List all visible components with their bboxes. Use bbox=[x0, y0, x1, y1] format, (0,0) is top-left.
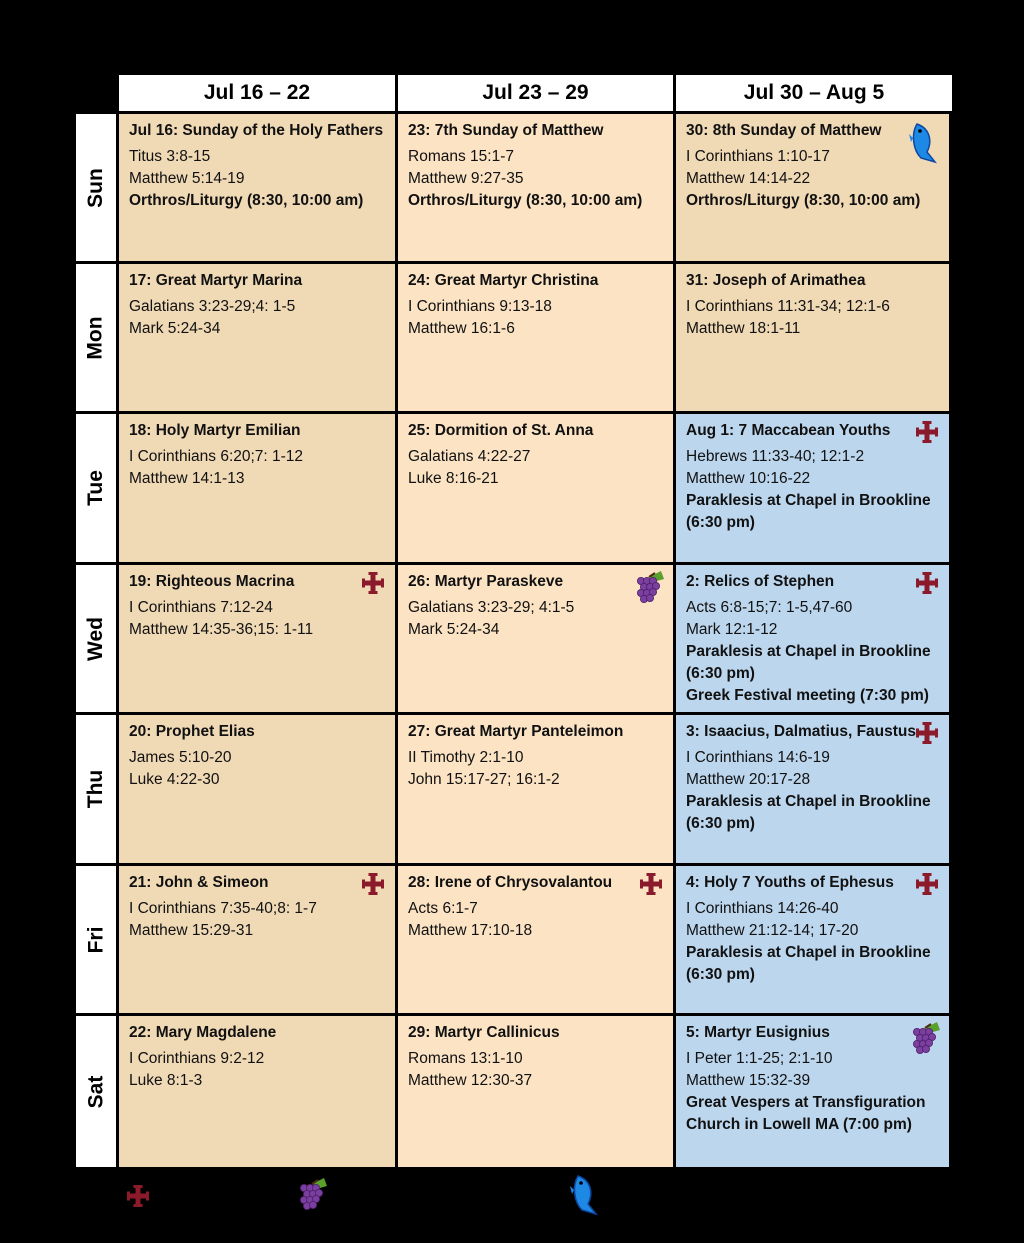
day-cell bbox=[398, 114, 673, 261]
day-cell bbox=[676, 715, 949, 863]
day-cell bbox=[119, 1016, 395, 1167]
day-cell bbox=[676, 414, 949, 562]
legend-cross-icon bbox=[126, 1184, 150, 1208]
service-event: (6:30 pm) bbox=[686, 514, 755, 531]
scripture-reading: I Peter 1:1-25; 2:1-10 bbox=[686, 1050, 833, 1067]
feast-title: 4: Holy 7 Youths of Ephesus bbox=[686, 874, 894, 891]
legend bbox=[0, 1172, 1024, 1232]
service-event: Great Vespers at Transfiguration bbox=[686, 1094, 926, 1111]
scripture-reading: I Corinthians 1:10-17 bbox=[686, 148, 830, 165]
day-cell bbox=[119, 715, 395, 863]
scripture-reading: Acts 6:8-15;7: 1-5,47-60 bbox=[686, 599, 853, 616]
day-cell bbox=[676, 264, 949, 411]
feast-title: 3: Isaacius, Dalmatius, Faustus bbox=[686, 723, 917, 740]
row-label-sat: Sat bbox=[76, 1016, 116, 1167]
cross-icon bbox=[361, 872, 385, 896]
scripture-reading: Galatians 3:23-29;4: 1-5 bbox=[129, 298, 296, 315]
cross-icon bbox=[361, 571, 385, 595]
service-event: (6:30 pm) bbox=[686, 815, 755, 832]
scripture-reading: Mark 5:24-34 bbox=[408, 621, 500, 638]
scripture-reading: Mark 12:1-12 bbox=[686, 621, 778, 638]
feast-title: 29: Martyr Callinicus bbox=[408, 1024, 560, 1041]
scripture-reading: Mark 5:24-34 bbox=[129, 320, 221, 337]
day-cell bbox=[119, 866, 395, 1013]
day-cell bbox=[676, 866, 949, 1013]
day-cell bbox=[676, 1016, 949, 1167]
scripture-reading: Luke 4:22-30 bbox=[129, 771, 220, 788]
column-header-week-2: Jul 23 – 29 bbox=[398, 75, 673, 111]
scripture-reading: I Corinthians 6:20;7: 1-12 bbox=[129, 448, 304, 465]
service-event: Paraklesis at Chapel in Brookline bbox=[686, 643, 931, 660]
cross-icon bbox=[915, 420, 939, 444]
feast-title: 21: John & Simeon bbox=[129, 874, 269, 891]
day-cell bbox=[119, 565, 395, 712]
legend-grapes-icon bbox=[296, 1176, 330, 1212]
scripture-reading: Matthew 21:12-14; 17-20 bbox=[686, 922, 859, 939]
scripture-reading: I Corinthians 9:2-12 bbox=[129, 1050, 265, 1067]
scripture-reading: Matthew 14:35-36;15: 1-11 bbox=[129, 621, 314, 638]
service-event: Paraklesis at Chapel in Brookline bbox=[686, 492, 931, 509]
scripture-reading: I Corinthians 11:31-34; 12:1-6 bbox=[686, 298, 890, 315]
day-cell bbox=[398, 1016, 673, 1167]
scripture-reading: Matthew 9:27-35 bbox=[408, 170, 524, 187]
feast-title: Aug 1: 7 Maccabean Youths bbox=[686, 422, 891, 439]
feast-title: 23: 7th Sunday of Matthew bbox=[408, 122, 604, 139]
scripture-reading: II Timothy 2:1-10 bbox=[408, 749, 524, 766]
day-cell bbox=[398, 715, 673, 863]
row-label-thu: Thu bbox=[76, 715, 116, 863]
legend-fish-icon bbox=[568, 1172, 602, 1216]
scripture-reading: I Corinthians 7:35-40;8: 1-7 bbox=[129, 900, 317, 917]
scripture-reading: Matthew 20:17-28 bbox=[686, 771, 811, 788]
feast-title: 27: Great Martyr Panteleimon bbox=[408, 723, 624, 740]
grapes-icon bbox=[909, 1020, 943, 1056]
scripture-reading: John 15:17-27; 16:1-2 bbox=[408, 771, 560, 788]
scripture-reading: Galatians 4:22-27 bbox=[408, 448, 531, 465]
fish-icon bbox=[907, 120, 941, 164]
day-cell bbox=[119, 114, 395, 261]
feast-title: 5: Martyr Eusignius bbox=[686, 1024, 830, 1041]
feast-title: 25: Dormition of St. Anna bbox=[408, 422, 594, 439]
scripture-reading: Matthew 17:10-18 bbox=[408, 922, 533, 939]
service-event: Church in Lowell MA (7:00 pm) bbox=[686, 1116, 912, 1133]
service-event: Paraklesis at Chapel in Brookline bbox=[686, 793, 931, 810]
scripture-reading: Luke 8:1-3 bbox=[129, 1072, 203, 1089]
scripture-reading: Acts 6:1-7 bbox=[408, 900, 478, 917]
day-cell bbox=[119, 414, 395, 562]
scripture-reading: Titus 3:8-15 bbox=[129, 148, 211, 165]
feast-title: 18: Holy Martyr Emilian bbox=[129, 422, 301, 439]
calendar-sheet bbox=[76, 75, 952, 1170]
scripture-reading: Matthew 16:1-6 bbox=[408, 320, 515, 337]
service-event: Orthros/Liturgy (8:30, 10:00 am) bbox=[129, 192, 364, 209]
day-cell bbox=[676, 565, 949, 712]
row-label-fri: Fri bbox=[76, 866, 116, 1013]
scripture-reading: Matthew 12:30-37 bbox=[408, 1072, 533, 1089]
service-event: Orthros/Liturgy (8:30, 10:00 am) bbox=[408, 192, 643, 209]
cross-icon bbox=[915, 721, 939, 745]
row-label-sun: Sun bbox=[76, 114, 116, 261]
feast-title: 2: Relics of Stephen bbox=[686, 573, 835, 590]
service-event: Greek Festival meeting (7:30 pm) bbox=[686, 687, 929, 704]
scripture-reading: Matthew 18:1-11 bbox=[686, 320, 801, 337]
scripture-reading: Matthew 15:32-39 bbox=[686, 1072, 811, 1089]
scripture-reading: I Corinthians 7:12-24 bbox=[129, 599, 273, 616]
scripture-reading: I Corinthians 14:6-19 bbox=[686, 749, 830, 766]
service-event: (6:30 pm) bbox=[686, 966, 755, 983]
feast-title: 30: 8th Sunday of Matthew bbox=[686, 122, 882, 139]
calendar-grid bbox=[119, 114, 949, 1167]
scripture-reading: Romans 15:1-7 bbox=[408, 148, 514, 165]
feast-title: 20: Prophet Elias bbox=[129, 723, 255, 740]
day-cell bbox=[119, 264, 395, 411]
scripture-reading: I Corinthians 9:13-18 bbox=[408, 298, 552, 315]
scripture-reading: Luke 8:16-21 bbox=[408, 470, 499, 487]
scripture-reading: I Corinthians 14:26-40 bbox=[686, 900, 839, 917]
feast-title: 31: Joseph of Arimathea bbox=[686, 272, 866, 289]
row-label-mon: Mon bbox=[76, 264, 116, 411]
row-label-wed: Wed bbox=[76, 565, 116, 712]
day-cell bbox=[398, 414, 673, 562]
scripture-reading: Hebrews 11:33-40; 12:1-2 bbox=[686, 448, 865, 465]
feast-title: 28: Irene of Chrysovalantou bbox=[408, 874, 613, 891]
cross-icon bbox=[915, 571, 939, 595]
scripture-reading: Galatians 3:23-29; 4:1-5 bbox=[408, 599, 575, 616]
row-label-tue: Tue bbox=[76, 414, 116, 562]
service-event: Paraklesis at Chapel in Brookline bbox=[686, 944, 931, 961]
day-cell bbox=[398, 565, 673, 712]
service-event: Orthros/Liturgy (8:30, 10:00 am) bbox=[686, 192, 921, 209]
cross-icon bbox=[639, 872, 663, 896]
grapes-icon bbox=[633, 569, 667, 605]
feast-title: 24: Great Martyr Christina bbox=[408, 272, 599, 289]
day-cell bbox=[398, 264, 673, 411]
feast-title: 22: Mary Magdalene bbox=[129, 1024, 277, 1041]
day-cell bbox=[398, 866, 673, 1013]
feast-title: Jul 16: Sunday of the Holy Fathers bbox=[129, 122, 384, 139]
scripture-reading: Matthew 5:14-19 bbox=[129, 170, 245, 187]
scripture-reading: James 5:10-20 bbox=[129, 749, 232, 766]
feast-title: 19: Righteous Macrina bbox=[129, 573, 295, 590]
scripture-reading: Matthew 14:14-22 bbox=[686, 170, 811, 187]
feast-title: 17: Great Martyr Marina bbox=[129, 272, 303, 289]
scripture-reading: Romans 13:1-10 bbox=[408, 1050, 523, 1067]
service-event: (6:30 pm) bbox=[686, 665, 755, 682]
scripture-reading: Matthew 10:16-22 bbox=[686, 470, 811, 487]
cross-icon bbox=[915, 872, 939, 896]
scripture-reading: Matthew 14:1-13 bbox=[129, 470, 245, 487]
column-header-week-1: Jul 16 – 22 bbox=[119, 75, 395, 111]
scripture-reading: Matthew 15:29-31 bbox=[129, 922, 254, 939]
day-cell bbox=[676, 114, 949, 261]
column-header-week-3: Jul 30 – Aug 5 bbox=[676, 75, 952, 111]
feast-title: 26: Martyr Paraskeve bbox=[408, 573, 564, 590]
